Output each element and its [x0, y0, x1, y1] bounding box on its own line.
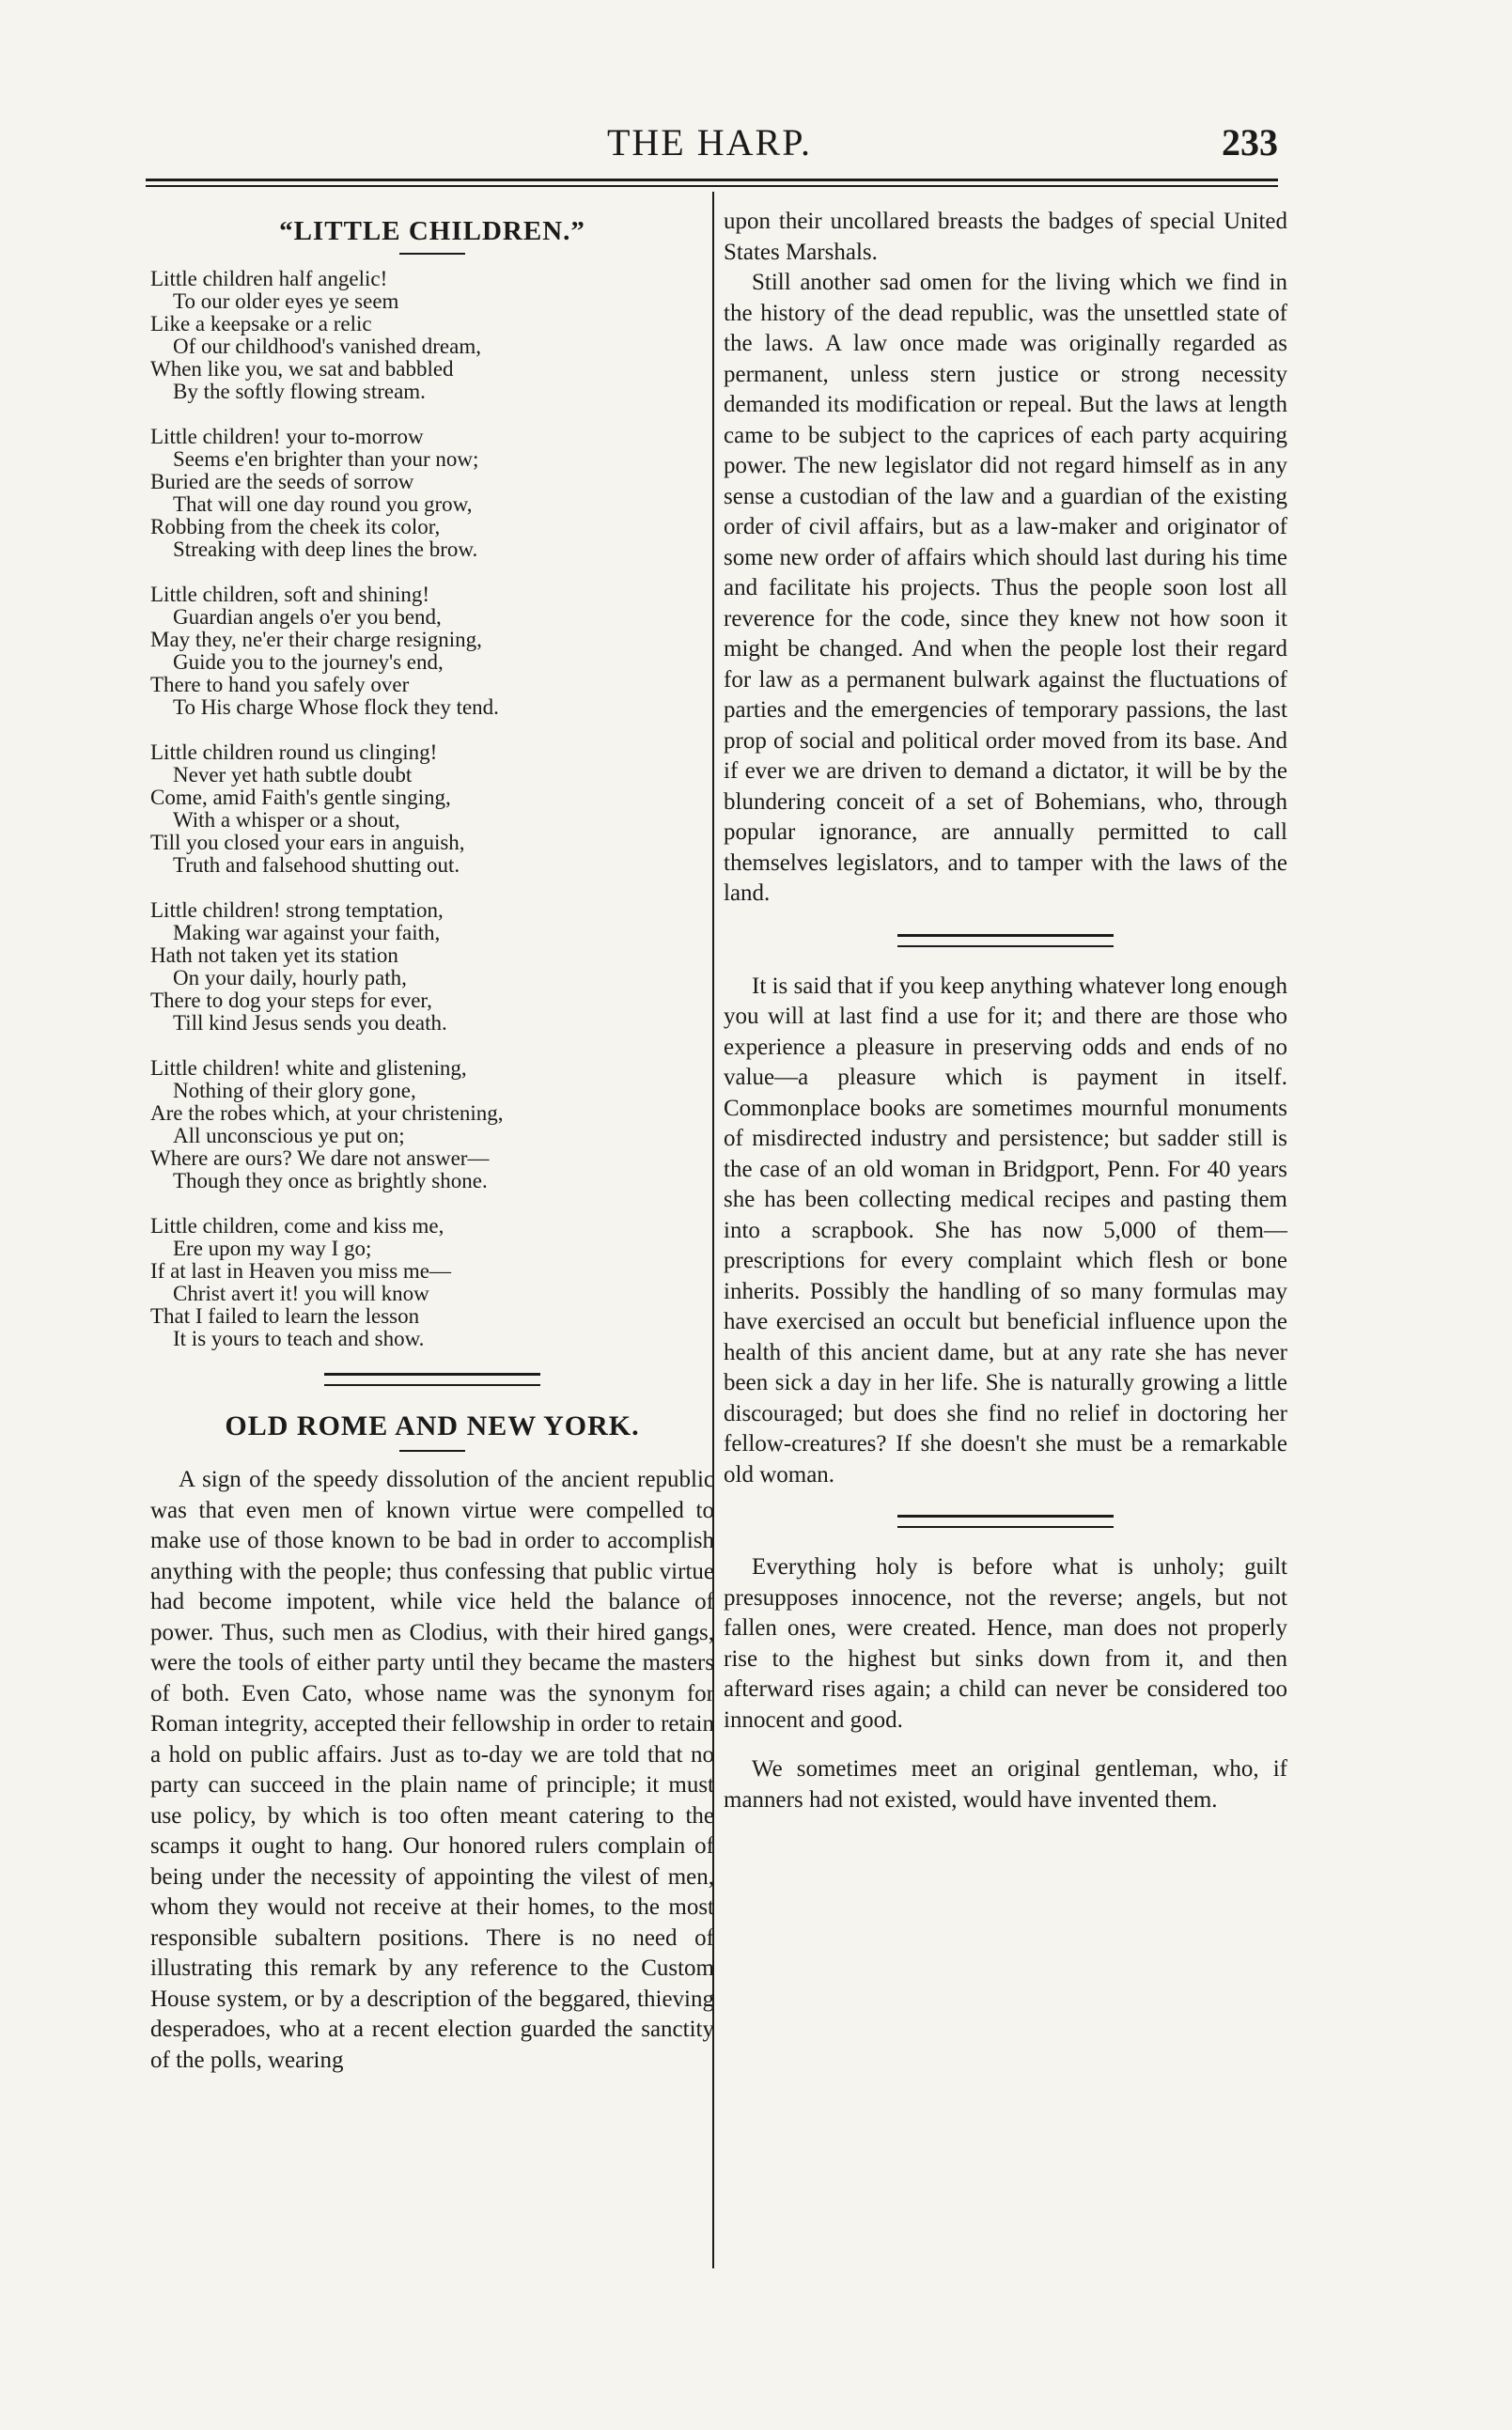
poem-stanza: [150, 741, 714, 877]
poem-line: Little children half angelic!: [150, 267, 388, 290]
poem-line: Buried are the seeds of sorrow: [150, 470, 414, 493]
poem-body: [150, 268, 714, 1350]
poem-line: That will one day round you grow,: [173, 492, 473, 516]
section-divider: [897, 934, 1114, 947]
poem-title-rule: [399, 253, 465, 255]
poem-line: All unconscious ye put on;: [173, 1124, 405, 1147]
poem-line: Truth and falsehood shutting out.: [173, 853, 460, 877]
poem-line: On your daily, hourly path,: [173, 966, 407, 989]
right-column: [724, 207, 1287, 1815]
poem-line: Guardian angels o'er you bend,: [173, 605, 442, 629]
section-divider: [897, 1515, 1114, 1528]
article-paragraph-1: A sign of the speedy dissolution of the ancient republic was that even men of known virtue were compelled to make use of those known to be bad in order to accomplish anything with the people; thus confessing that public virtue had become impotent, while vice held the balance of power. Thus, such men as Clodius, with their hired gangs, were the tools of either party until they became the masters of both. Even Cato, whose name was the synonym for Roman integrity, accepted their fellowship in order to retain a hold on public affairs. Just as to-day we are told that no party can succeed in the plain name of principle; it must use policy, by which is too often meant catering to the scamps it ought to hang. Our honored rulers complain of being under the necessity of appointing the vilest of men, whom they would not receive at their homes, to the most responsible subaltern positions. There is no need of illustrating this remark by any reference to the Custom House system, or by a description of the beggared, thieving desperadoes, who at a recent election guarded the sanctity of the polls, wearing: [150, 1467, 714, 2073]
poem-line: There to dog your steps for ever,: [150, 989, 432, 1012]
poem-line: Little children round us clinging!: [150, 740, 438, 764]
poem-line: May they, ne'er their charge resigning,: [150, 628, 482, 651]
poem-line: Christ avert it! you will know: [173, 1282, 429, 1305]
poem-line: Little children! white and glistening,: [150, 1056, 467, 1080]
poem-stanza: [150, 426, 714, 561]
poem-line: Streaking with deep lines the brow.: [173, 537, 478, 561]
poem-line: To His charge Whose flock they tend.: [173, 695, 499, 719]
poem-line: Never yet hath subtle doubt: [173, 763, 413, 787]
header-rule-top: [146, 179, 1278, 181]
poem-line: Ere upon my way I go;: [173, 1237, 372, 1260]
poem-line: Little children! strong temptation,: [150, 898, 444, 922]
poem-line: Little children! your to-morrow: [150, 425, 424, 448]
article-title: OLD ROME AND NEW YORK.: [225, 1410, 640, 1441]
poem-line: Though they once as brightly shone.: [173, 1169, 488, 1192]
poem-line: Guide you to the journey's end,: [173, 650, 444, 674]
poem-title: “LITTLE CHILDREN.”: [279, 216, 585, 246]
poem-line: Making war against your faith,: [173, 921, 441, 944]
poem-line: Come, amid Faith's gentle singing,: [150, 786, 451, 809]
page-header: [141, 120, 1278, 167]
poem-line: When like you, we sat and babbled: [150, 357, 454, 381]
poem-line: Hath not taken yet its station: [150, 943, 398, 967]
poem-line: Of our childhood's vanished dream,: [173, 335, 481, 358]
poem-stanza: [150, 268, 714, 403]
poem-stanza: [150, 1215, 714, 1350]
poem-line: Little children, come and kiss me,: [150, 1214, 444, 1238]
holy-item: Everything holy is before what is unholy; guilt presupposes innocence, not the reverse; angels, but not fallen ones, were created. Hence, man does not properly rise to the highest but sinks down from it, and then afterward rises again; a child can never be considered too innocent and good.: [724, 1554, 1287, 1733]
poem-stanza: [150, 899, 714, 1035]
poem-line: It is yours to teach and show.: [173, 1327, 425, 1350]
poem-line: Are the robes which, at your christening,: [150, 1101, 504, 1125]
poem-line: Where are ours? We dare not answer—: [150, 1146, 490, 1170]
poem-stanza: [150, 1057, 714, 1192]
left-column: [150, 207, 714, 2076]
header-rule-bottom: [146, 185, 1278, 187]
poem-line: To our older eyes ye seem: [173, 289, 399, 313]
page-number: 233: [1222, 121, 1278, 164]
poem-line: Seems e'en brighter than your now;: [173, 447, 479, 471]
poem-line: Till kind Jesus sends you death.: [173, 1011, 447, 1035]
poem-stanza: [150, 584, 714, 719]
poem-line: Till you closed your ears in anguish,: [150, 831, 465, 854]
poem-line: That I failed to learn the lesson: [150, 1304, 420, 1328]
poem-line: Robbing from the cheek its color,: [150, 515, 441, 538]
publication-title: THE HARP.: [606, 121, 813, 164]
article-paragraph-1-continued: upon their uncollared breasts the badges of special United States Marshals.: [724, 209, 1287, 265]
poem-line: Nothing of their glory gone,: [173, 1079, 416, 1102]
article-paragraph-2: Still another sad omen for the living which we find in the history of the dead republic, was the unsettled state of the laws. A law once made was originally regarded as permanent, unless stern justice or strong necessity demanded its modification or repeal. But the laws at length came to be subject to the caprices of each party acquiring power. The new legislator did not regard himself as in any sense a custodian of the law and a guardian of the existing order of civil affairs, but as a law-maker and originator of some new order of affairs which should last during his time and facilitate his projects. Thus the people soon lost all reverence for the code, since they knew not how soon it might be changed. And when the people lost their regard for law as a permanent bulwark against the fluctuations of parties and the emergencies of temporary passions, the last prop of social and political order moved from its base. And if ever we are driven to demand a dictator, it will be by the blundering conceit of a set of Bohemians, who, through popular ignorance, are annually permitted to call themselves legislators, and to tamper with the laws of the land.: [724, 270, 1287, 906]
poem-line: Little children, soft and shining!: [150, 583, 430, 606]
poem-line: By the softly flowing stream.: [173, 380, 426, 403]
poem-line: Like a keepsake or a relic: [150, 312, 372, 335]
poem-line: There to hand you safely over: [150, 673, 410, 696]
scrapbook-item: It is said that if you keep anything whatever long enough you will at last find a use for it; and there are those who experience a pleasure in preserving odds and ends of no value—a pleasure which is payment in itself. Commonplace books are sometimes mournful monuments of misdirected industry and persistence; but sadder still is the case of an old woman in Bridgport, Penn. For 40 years she has been collecting medical recipes and pasting them into a scrapbook. She has now 5,000 of them—prescriptions for every complaint which flesh or bone inherits. Possibly the handling of so many formulas may have exercised an occult but beneficial influence upon the health of this ancient dame, but at any rate she has never been sick a day in her life. She is naturally growing a little discouraged; but does she find no relief in doctoring her fellow-creatures? If she doesn't she must be a remarkable old woman.: [724, 973, 1287, 1488]
gentleman-item: We sometimes meet an original gentleman, who, if manners had not existed, would have invented them.: [724, 1756, 1287, 1813]
section-divider: [324, 1373, 540, 1386]
article-title-rule: [399, 1450, 465, 1452]
poem-line: If at last in Heaven you miss me—: [150, 1259, 452, 1283]
poem-line: With a whisper or a shout,: [173, 808, 400, 832]
